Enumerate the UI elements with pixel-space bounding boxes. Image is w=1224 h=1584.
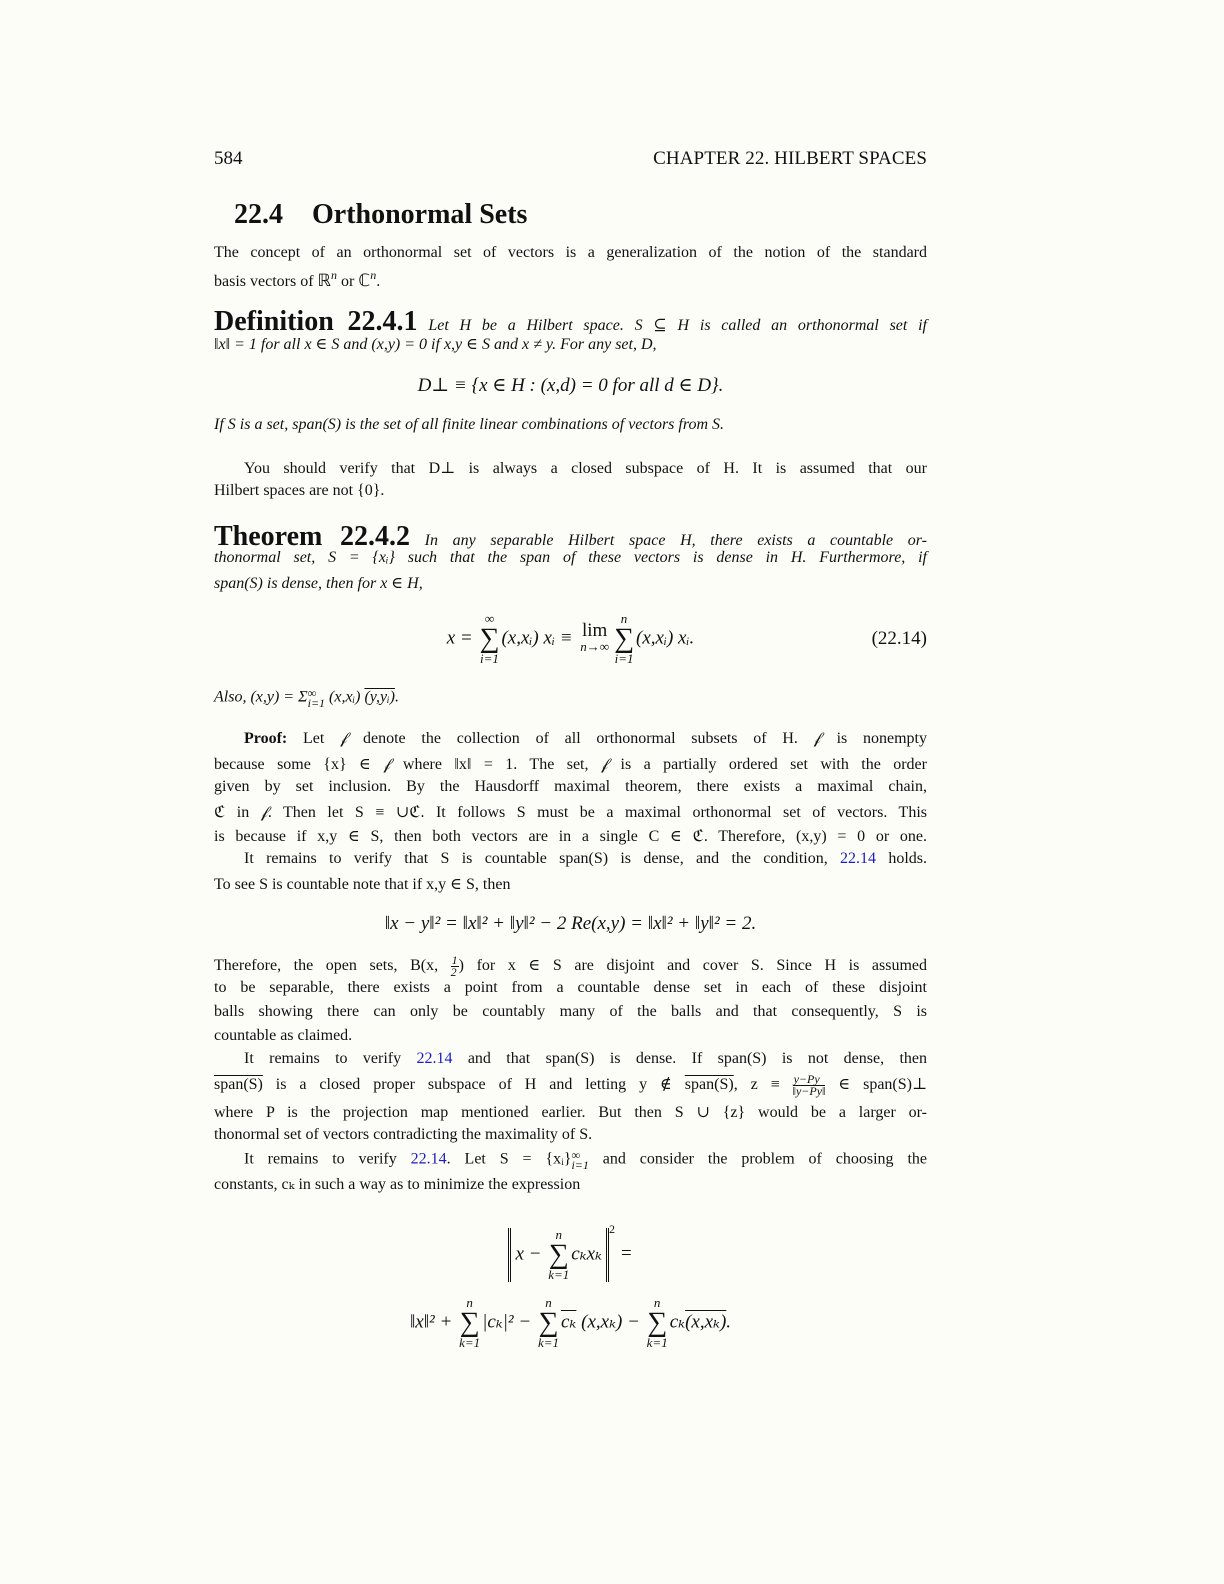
- normalized-fraction: [793, 1074, 826, 1097]
- proof-text: Therefore, the open sets, B(x,: [214, 957, 451, 975]
- equation-number: (22.14): [871, 628, 927, 649]
- lower-limit: i=1: [571, 1158, 589, 1172]
- sigma-symbol: ∑: [479, 623, 500, 654]
- definition-display-equation: D⊥ ≡ {x ∈ H : (x,d) = 0 for all d ∈ D}.: [417, 375, 724, 396]
- proof-text: ) for x ∈ S are disjoint and cover S. Since H is assumed: [458, 957, 928, 975]
- definition-text: Let H be a Hilbert space. S ⊆ H is called an orthonormal set if: [428, 317, 928, 334]
- proof-line: given by set inclusion. By the Hausdorff maximal theorem, there exists a maximal chain,: [214, 778, 927, 795]
- section-title: Orthonormal Sets: [312, 199, 528, 230]
- proof-line: constants, cₖ in such a way as to minimize the expression: [214, 1176, 581, 1193]
- sum-lower: i=1: [614, 651, 634, 666]
- upper-limit: ∞: [571, 1148, 581, 1162]
- chapter-title: CHAPTER 22. HILBERT SPACES: [653, 148, 927, 169]
- eq-text: ≡: [554, 627, 578, 649]
- proof-text: . Let S = {xᵢ}: [446, 1150, 572, 1168]
- sum-operator: [480, 612, 500, 666]
- eq-text: x =: [446, 627, 478, 649]
- norm-identity-equation: ‖x − y‖² = ‖x‖² + ‖y‖² − 2 Re(x,y) = ‖x‖² + ‖y‖² = 2.: [384, 913, 757, 934]
- intro-line: The concept of an orthonormal set of vectors is a generalization of the notion of the standard: [214, 244, 927, 261]
- proof-paragraph: [214, 730, 927, 898]
- sum-operator: [647, 1296, 668, 1350]
- sum-operator: [459, 1296, 480, 1350]
- eq-text: x −: [515, 1243, 547, 1264]
- eq-text: cₖxₖ: [571, 1243, 602, 1264]
- proof-text: and consider the problem of choosing the: [588, 1150, 927, 1168]
- theorem-line: thonormal set, S = {xᵢ} such that the span of these vectors is dense in H. Furthermore, if: [214, 549, 927, 566]
- sum-upper: n: [545, 1295, 552, 1310]
- eq-text: cₖ: [669, 1311, 686, 1333]
- proof-paragraph: [214, 1050, 927, 1150]
- sigma-symbol: ∑: [647, 1307, 668, 1338]
- remark-line: Hilbert spaces are not {0}.: [214, 482, 385, 499]
- equation-link[interactable]: 22.14: [410, 1150, 447, 1168]
- theorem-line: [214, 521, 928, 552]
- minimization-equation-rhs: [214, 1296, 927, 1350]
- exponent: n: [370, 268, 377, 282]
- eq-text: ‖x‖² +: [409, 1311, 458, 1333]
- sum-operator: [538, 1296, 559, 1350]
- denominator: ‖y−Py‖: [792, 1084, 826, 1098]
- sum-operator: [614, 612, 634, 666]
- eq-text: .: [394, 688, 399, 706]
- sum-lower: i=1: [307, 696, 326, 710]
- lim-text: lim: [582, 620, 608, 641]
- sum-upper: n: [466, 1295, 473, 1310]
- sum-upper: n: [620, 611, 628, 626]
- remark-paragraph: [214, 458, 927, 506]
- proof-line: to be separable, there exists a point from a countable dense set in each of these disjoint: [214, 979, 927, 996]
- denominator: 2: [450, 965, 457, 979]
- sigma-symbol: ∑: [459, 1307, 480, 1338]
- conjugate-term: (x,xₖ): [685, 1311, 727, 1333]
- text: or: [337, 273, 359, 290]
- equation-link[interactable]: 22.14: [840, 850, 877, 867]
- eq-text: (x,xᵢ) xᵢ.: [636, 627, 695, 649]
- minimization-equation-lhs: [214, 1222, 927, 1282]
- closure-span: span(S): [214, 1076, 263, 1094]
- proof-line: [214, 1050, 927, 1074]
- proof-line: ℭ in 𝒻. Then let S ≡ ∪ℭ. It follows S must be a maximal orthonormal set of vectors. This: [214, 804, 927, 821]
- proof-line: thonormal set of vectors contradicting the maximality of S.: [214, 1126, 593, 1143]
- proof-line: because some {x} ∈ 𝒻 where ‖x‖ = 1. The set, 𝒻 is a partially ordered set with the order: [214, 756, 927, 773]
- numerator: 1: [451, 953, 458, 967]
- theorem-text: In any separable Hilbert space H, there exists a countable or-: [424, 532, 928, 549]
- exponent: 2: [608, 1222, 615, 1236]
- theorem-block: [214, 521, 927, 597]
- sum-lower: i=1: [480, 651, 499, 666]
- sigma-symbol: ∑: [614, 623, 635, 654]
- closure-span: span(S): [684, 1076, 734, 1094]
- sum-upper: n: [653, 1295, 661, 1310]
- fraction-one-half: [451, 955, 459, 978]
- proof-label: Proof:: [244, 730, 288, 747]
- also-line: [214, 688, 927, 712]
- eq-text: (x,xᵢ) xᵢ: [501, 627, 555, 649]
- proof-text: ∈ span(S)⊥: [825, 1076, 928, 1094]
- proof-paragraph: [214, 955, 927, 1051]
- intro-line: [214, 268, 927, 292]
- proof-line: [214, 1150, 927, 1174]
- sigma-symbol: ∑: [538, 1307, 559, 1338]
- definition-text: If S is a set, span(S) is the set of all finite linear combinations of vectors from S.: [214, 416, 725, 433]
- definition-span-line: [214, 416, 927, 440]
- proof-text: is a closed proper subspace of H and letting y ∉: [262, 1076, 685, 1094]
- proof-line: where P is the projection map mentioned earlier. But then S ∪ {z} would be a larger or-: [214, 1104, 927, 1121]
- exponent: n: [331, 268, 337, 282]
- limit-operator: [580, 620, 610, 655]
- proof-text: , z ≡: [733, 1076, 793, 1094]
- sum-upper: n: [555, 1226, 562, 1242]
- proof-text: Let 𝒻 denote the collection of all orthonormal subsets of H. 𝒻 is nonempty: [287, 730, 927, 747]
- theorem-also-line: [214, 688, 927, 712]
- conjugate-term: $\overline{c_k}$: [561, 1311, 577, 1333]
- section-heading: [234, 199, 527, 231]
- proof-line: is because if x,y ∈ S, then both vectors are in a single C ∈ ℭ. Therefore, (x,y) = 0 or one.: [214, 828, 927, 845]
- eq-text: Also, (x,y) = Σ: [214, 688, 308, 706]
- page-number: 584: [214, 148, 243, 169]
- lim-sub: n→∞: [580, 639, 610, 654]
- proof-paragraph: [214, 1150, 927, 1198]
- sum-lower: k=1: [548, 1266, 570, 1282]
- sum-lower: k=1: [646, 1335, 668, 1350]
- complex-symbol: ℂ: [358, 271, 371, 291]
- sum-upper: ∞: [484, 611, 495, 626]
- set-limits: [571, 1150, 588, 1170]
- proof-line: [214, 850, 927, 874]
- conjugate-term: (y,yᵢ): [364, 688, 395, 706]
- section-number: 22.4: [234, 199, 283, 230]
- intro-paragraph: [214, 244, 927, 292]
- sum-operator: [548, 1228, 569, 1282]
- numerator: y−Py: [793, 1074, 826, 1086]
- proof-line: [214, 1074, 927, 1102]
- eq-text: (x,xᵢ): [325, 688, 365, 706]
- sum-lower: k=1: [537, 1335, 559, 1350]
- sigma-symbol: ∑: [548, 1238, 569, 1270]
- equation-link[interactable]: 22.14: [416, 1050, 453, 1067]
- proof-text: It remains to verify: [244, 1150, 411, 1168]
- eq-text: (x,xₖ) −: [576, 1311, 645, 1333]
- proof-line: [214, 730, 927, 754]
- definition-block: [214, 306, 927, 358]
- theorem-label: Theorem 22.4.2: [214, 521, 410, 552]
- proof-line: balls showing there can only be countably many of the balls and that consequently, S is: [214, 1003, 927, 1020]
- proof-line: countable as claimed.: [214, 1027, 353, 1044]
- eq-text: |cₖ|² −: [482, 1311, 536, 1333]
- proof-text: It remains to verify: [244, 1050, 417, 1067]
- sum-lower: k=1: [459, 1335, 481, 1350]
- eq-text: =: [614, 1243, 633, 1264]
- proof-text: It remains to verify that S is countable span(S) is dense, and the condition,: [244, 850, 841, 867]
- definition-line: ‖x‖ = 1 for all x ∈ S and (x,y) = 0 if x,y ∈ S and x ≠ y. For any set, D,: [214, 336, 657, 353]
- text: .: [376, 273, 381, 290]
- text: basis vectors of: [214, 273, 318, 290]
- definition-line: [214, 306, 928, 337]
- equation-22-14: [214, 612, 927, 666]
- eq-text: .: [726, 1311, 732, 1333]
- proof-text: holds.: [876, 850, 927, 867]
- proof-text: and that span(S) is dense. If span(S) is not dense, then: [452, 1050, 927, 1067]
- sum-upper: ∞: [307, 686, 317, 700]
- reals-symbol: ℝ: [317, 271, 331, 291]
- remark-line: You should verify that D⊥ is always a closed subspace of H. It is assumed that our: [244, 460, 927, 477]
- proof-line: [214, 955, 927, 979]
- definition-label: Definition 22.4.1: [214, 306, 418, 337]
- sum-limits: [308, 688, 325, 708]
- proof-line: To see S is countable note that if x,y ∈ S, then: [214, 876, 511, 893]
- theorem-line: span(S) is dense, then for x ∈ H,: [214, 575, 423, 592]
- norm-bars: [508, 1228, 609, 1282]
